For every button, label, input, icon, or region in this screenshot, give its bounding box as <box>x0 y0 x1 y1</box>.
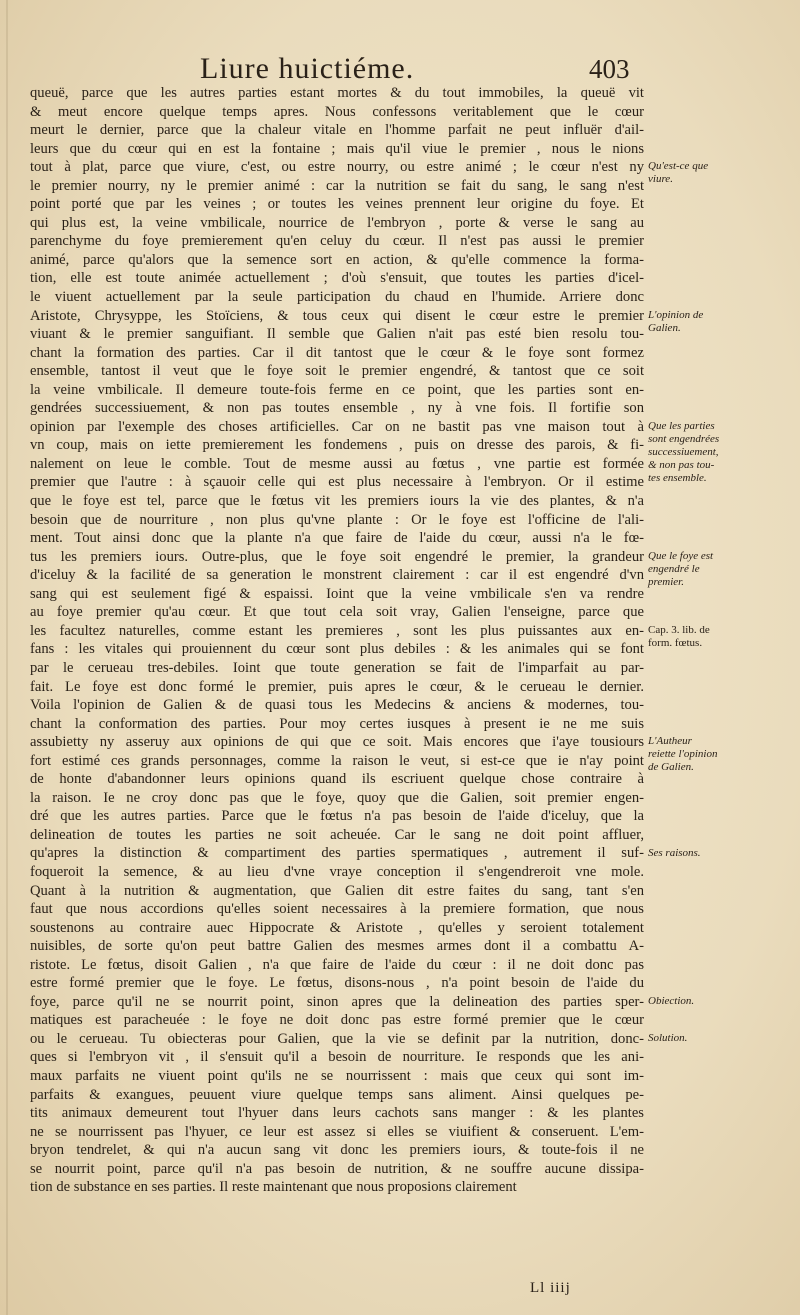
text-line: foqueroit la semence, & au lieu d'vne vraye conception il s'engendreroit vne mole. <box>30 863 644 880</box>
text-line: le premier nourry, ny le premier animé : car la nutrition se fait du sang, le sang n'est <box>30 177 644 194</box>
text-line: besoin que de nourriture , non plus qu'vne plante : Or le foye est l'officine de l'ali- <box>30 511 644 528</box>
text-line: fait. Le foye est donc formé le premier, puis apres le cœur, & le cerueau le dernier. <box>30 678 644 695</box>
body-text <box>30 84 644 1197</box>
text-line: ment. Tout ainsi donc que la plante n'a que faire de l'aide du cœur, aussi n'a le fœ- <box>30 530 644 547</box>
text-line: maux parfaits ne viuent point qu'ils ne se nourrissent : mais que ceux qui sont im- <box>30 1067 644 1084</box>
text-line: ne se nourrissent pas l'hyuer, ce leur est assez si elles se viuifient & conseruent. L'em- <box>30 1123 644 1140</box>
text-line: la veine vmbilicale. Il demeure toute-fois ferme en ce point, que les parties sont en- <box>30 381 644 398</box>
text-line: qu'apres la distinction & compartiment des parties spermatiques , autrement il suf- <box>30 845 644 862</box>
marginal-note: Que les parties sont engendrées successiuement, & non pas tou- tes ensemble. <box>648 419 720 484</box>
text-line: fans : les vitales qui prouiennent du cœur sont plus debiles : & les animales qui se font <box>30 641 644 658</box>
text-line: animé, parce qu'alors que la semence sort en action, & qu'elle commence la forma- <box>30 251 644 268</box>
text-line: d'iceluy & la facilité de sa generation le monstrent clairement : car il est engendré d'vn <box>30 567 644 584</box>
signature-mark: Ll iiij <box>530 1280 571 1296</box>
text-line: viuant & le premier sanguifiant. Il semble que Galien n'ait pas esté bien resolu tou- <box>30 326 644 343</box>
text-line: Quant à la nutrition & augmentation, que Galien dit estre faites du sang, tant s'en <box>30 882 644 899</box>
marginal-note: Cap. 3. lib. de form. fœtus. <box>648 623 710 649</box>
text-line: point porté que par les veines ; or toutes les veines prennent leur origine du foye. Et <box>30 196 644 213</box>
page-edge-shadow <box>6 0 8 1315</box>
text-line: tus les premiers iours. Outre-plus, que le foye soit engendré le premier, la grandeur <box>30 548 644 565</box>
text-line: ques si l'embryon vit , il s'ensuit qu'il a besoin de nourriture. Ie responds que les ani- <box>30 1049 644 1066</box>
text-line: Voila l'opinion de Galien & de quasi tous les Medecins & anciens & modernes, tou- <box>30 697 644 714</box>
text-line: tion, elle est toute animée actuellement ; d'où s'ensuit, que toutes les parties d'icel- <box>30 270 644 287</box>
text-line: le viuent actuellement par la seule participation du chaud en l'humide. Arriere donc <box>30 289 644 306</box>
text-line: assubietty ny asseruy aux opinions de qui que ce soit. Mais encores que i'aye tousiours <box>30 734 644 751</box>
text-line: que le foye est tel, parce que le fœtus vit les premiers iours la vie des plantes, & n'a <box>30 493 644 510</box>
text-line: queuë, parce que les autres parties estant mortes & du tout immobiles, la queuë vit <box>30 85 644 101</box>
marginal-note: Ses raisons. <box>648 846 701 859</box>
text-line: meurt le dernier, parce que la chaleur vitale en l'homme parfait ne peut influër d'ail- <box>30 122 644 139</box>
text-line: tion de substance en ses parties. Il reste maintenant que nous proposions clairement <box>30 1179 517 1196</box>
text-line: dré que les autres parties. Parce que le fœtus n'a pas besoin de l'aide d'iceluy, que la <box>30 808 644 825</box>
text-line: sang qui est seulement figé & espaissi. Ioint que la veine vmbilicale s'en va rendre <box>30 585 644 602</box>
marginal-note: Qu'est-ce que viure. <box>648 160 709 186</box>
text-line: par le cerueau tres-debiles. Ioint que toute generation se fait de l'imparfait au par- <box>30 659 644 676</box>
marginal-note: L'opinion de Galien. <box>648 308 704 334</box>
text-line: parenchyme du foye premierement qu'en celuy du cœur. Il n'est pas aussi le premier <box>30 233 644 250</box>
text-line: les facultez naturelles, comme estant les premieres , sont les plus puissantes aux en- <box>30 622 644 639</box>
page-header <box>0 52 800 88</box>
text-line: gendrées successiuement, & non pas toutes ensemble , ny à vne fois. Il fortifie son <box>30 400 644 417</box>
text-line: nalement on leue le comble. Tout de mesme aussi au fœtus , vne partie est formée <box>30 455 644 472</box>
marginal-note: Que le foye est engendré le premier. <box>648 549 714 588</box>
marginal-note: L'Autheur reiette l'opinion de Galien. <box>648 735 718 774</box>
text-line: vn coup, mais on iette premierement les fondemens , puis on dresse des parois, & fi- <box>30 437 644 454</box>
text-line: la raison. Ie ne croy donc pas que le foye, quoy que die Galien, soit premier engen- <box>30 789 644 806</box>
text-line: ristote. Le fœtus, disoit Galien , n'a que faire de l'aide du cœur : il ne doit donc pas <box>30 956 644 973</box>
marginal-note: Solution. <box>648 1032 688 1045</box>
marginal-note: Obiection. <box>648 994 695 1007</box>
text-line: Aristote, Chrysyppe, les Stoïciens, & tous ceux qui disent le cœur estre le premier <box>30 307 644 324</box>
text-line: estre formé premier que le foye. Le fœtus, disons-nous , n'a point besoin de l'aide du <box>30 975 644 992</box>
text-line: tout à plat, parce que viure, c'est, ou estre nourry, ou estre animé ; le cœur n'est ny <box>30 159 644 176</box>
text-line: premier que l'autre : à sçauoir celle qui est plus necessaire à l'embryon. Or il estime <box>30 474 644 491</box>
text-line: opinion par l'exemple des choses artificielles. Car on ne bastit pas vne maison tout à <box>30 418 644 435</box>
page-number: 403 <box>589 54 630 84</box>
text-line: tits animaux demeurent tout l'hyuer dans leurs cachots sans manger : & les plantes <box>30 1105 644 1122</box>
text-line: parfaits & exangues, peuuent viure quelque temps sans aliment. Ainsi quelques pe- <box>30 1086 644 1103</box>
text-line: chant la conformation des parties. Pour moy certes iusques à present ie ne me suis <box>30 715 644 732</box>
text-line: nuisibles, de sorte qu'on peut battre Galien des mesmes armes dont il a combattu A- <box>30 938 644 955</box>
text-line: faut que nous accordions qu'elles soient necessaires à la premiere formation, que nous <box>30 901 644 918</box>
text-line: matiques est paracheuée : le foye ne doit donc pas estre formé premier que le cœur <box>30 1012 644 1029</box>
text-line: foye, parce qu'il ne se nourrit point, sinon apres que la delineation des parties sper- <box>30 993 644 1010</box>
text-line: delineation de toutes les parties ne soit acheuée. Car le sang ne doit point affluer, <box>30 826 644 843</box>
text-line: au foye premier qu'au cœur. Et que tout cela soit vray, Galien l'enseigne, parce que <box>30 604 644 621</box>
text-line: fort estimé ces grands personnages, comme la raison le veut, si est-ce que ie n'ay point <box>30 752 644 769</box>
running-title: Liure huictiéme. <box>200 52 415 85</box>
text-line: ensemble, tantost il veut que le foye soit le premier engendré, & tantost que ce soit <box>30 363 644 380</box>
text-line: de honte d'abandonner leurs opinions quand ils escriuent quelque chose contraire à <box>30 771 644 788</box>
text-line: ou le cerueau. Tu obiecteras pour Galien, que la vie se definit par la nutrition, donc- <box>30 1030 644 1047</box>
text-line: qui plus est, la veine vmbilicale, nourrice de l'embryon , porte & verse le sang au <box>30 214 644 231</box>
text-line: & meut encore quelque temps apres. Nous confessons veritablement que le cœur <box>30 103 644 120</box>
text-line: chant la formation des parties. Car il dit tantost que le cœur & le foye sont formez <box>30 344 644 361</box>
text-line: se nourrit point, parce qu'il n'a pas besoin de nutrition, & ne souffre aucune dissipa- <box>30 1160 644 1177</box>
text-line: soustenons au contraire auec Hippocrate & Aristote , qu'elles y seroient totalement <box>30 919 644 936</box>
text-line: bryon tendrelet, & qui n'a aucun sang vit donc les premiers iours, & toute-fois il ne <box>30 1142 644 1159</box>
text-line: leurs que du cœur qui en est la fontaine ; mais qu'il viue le premier , nous le nions <box>30 140 644 157</box>
